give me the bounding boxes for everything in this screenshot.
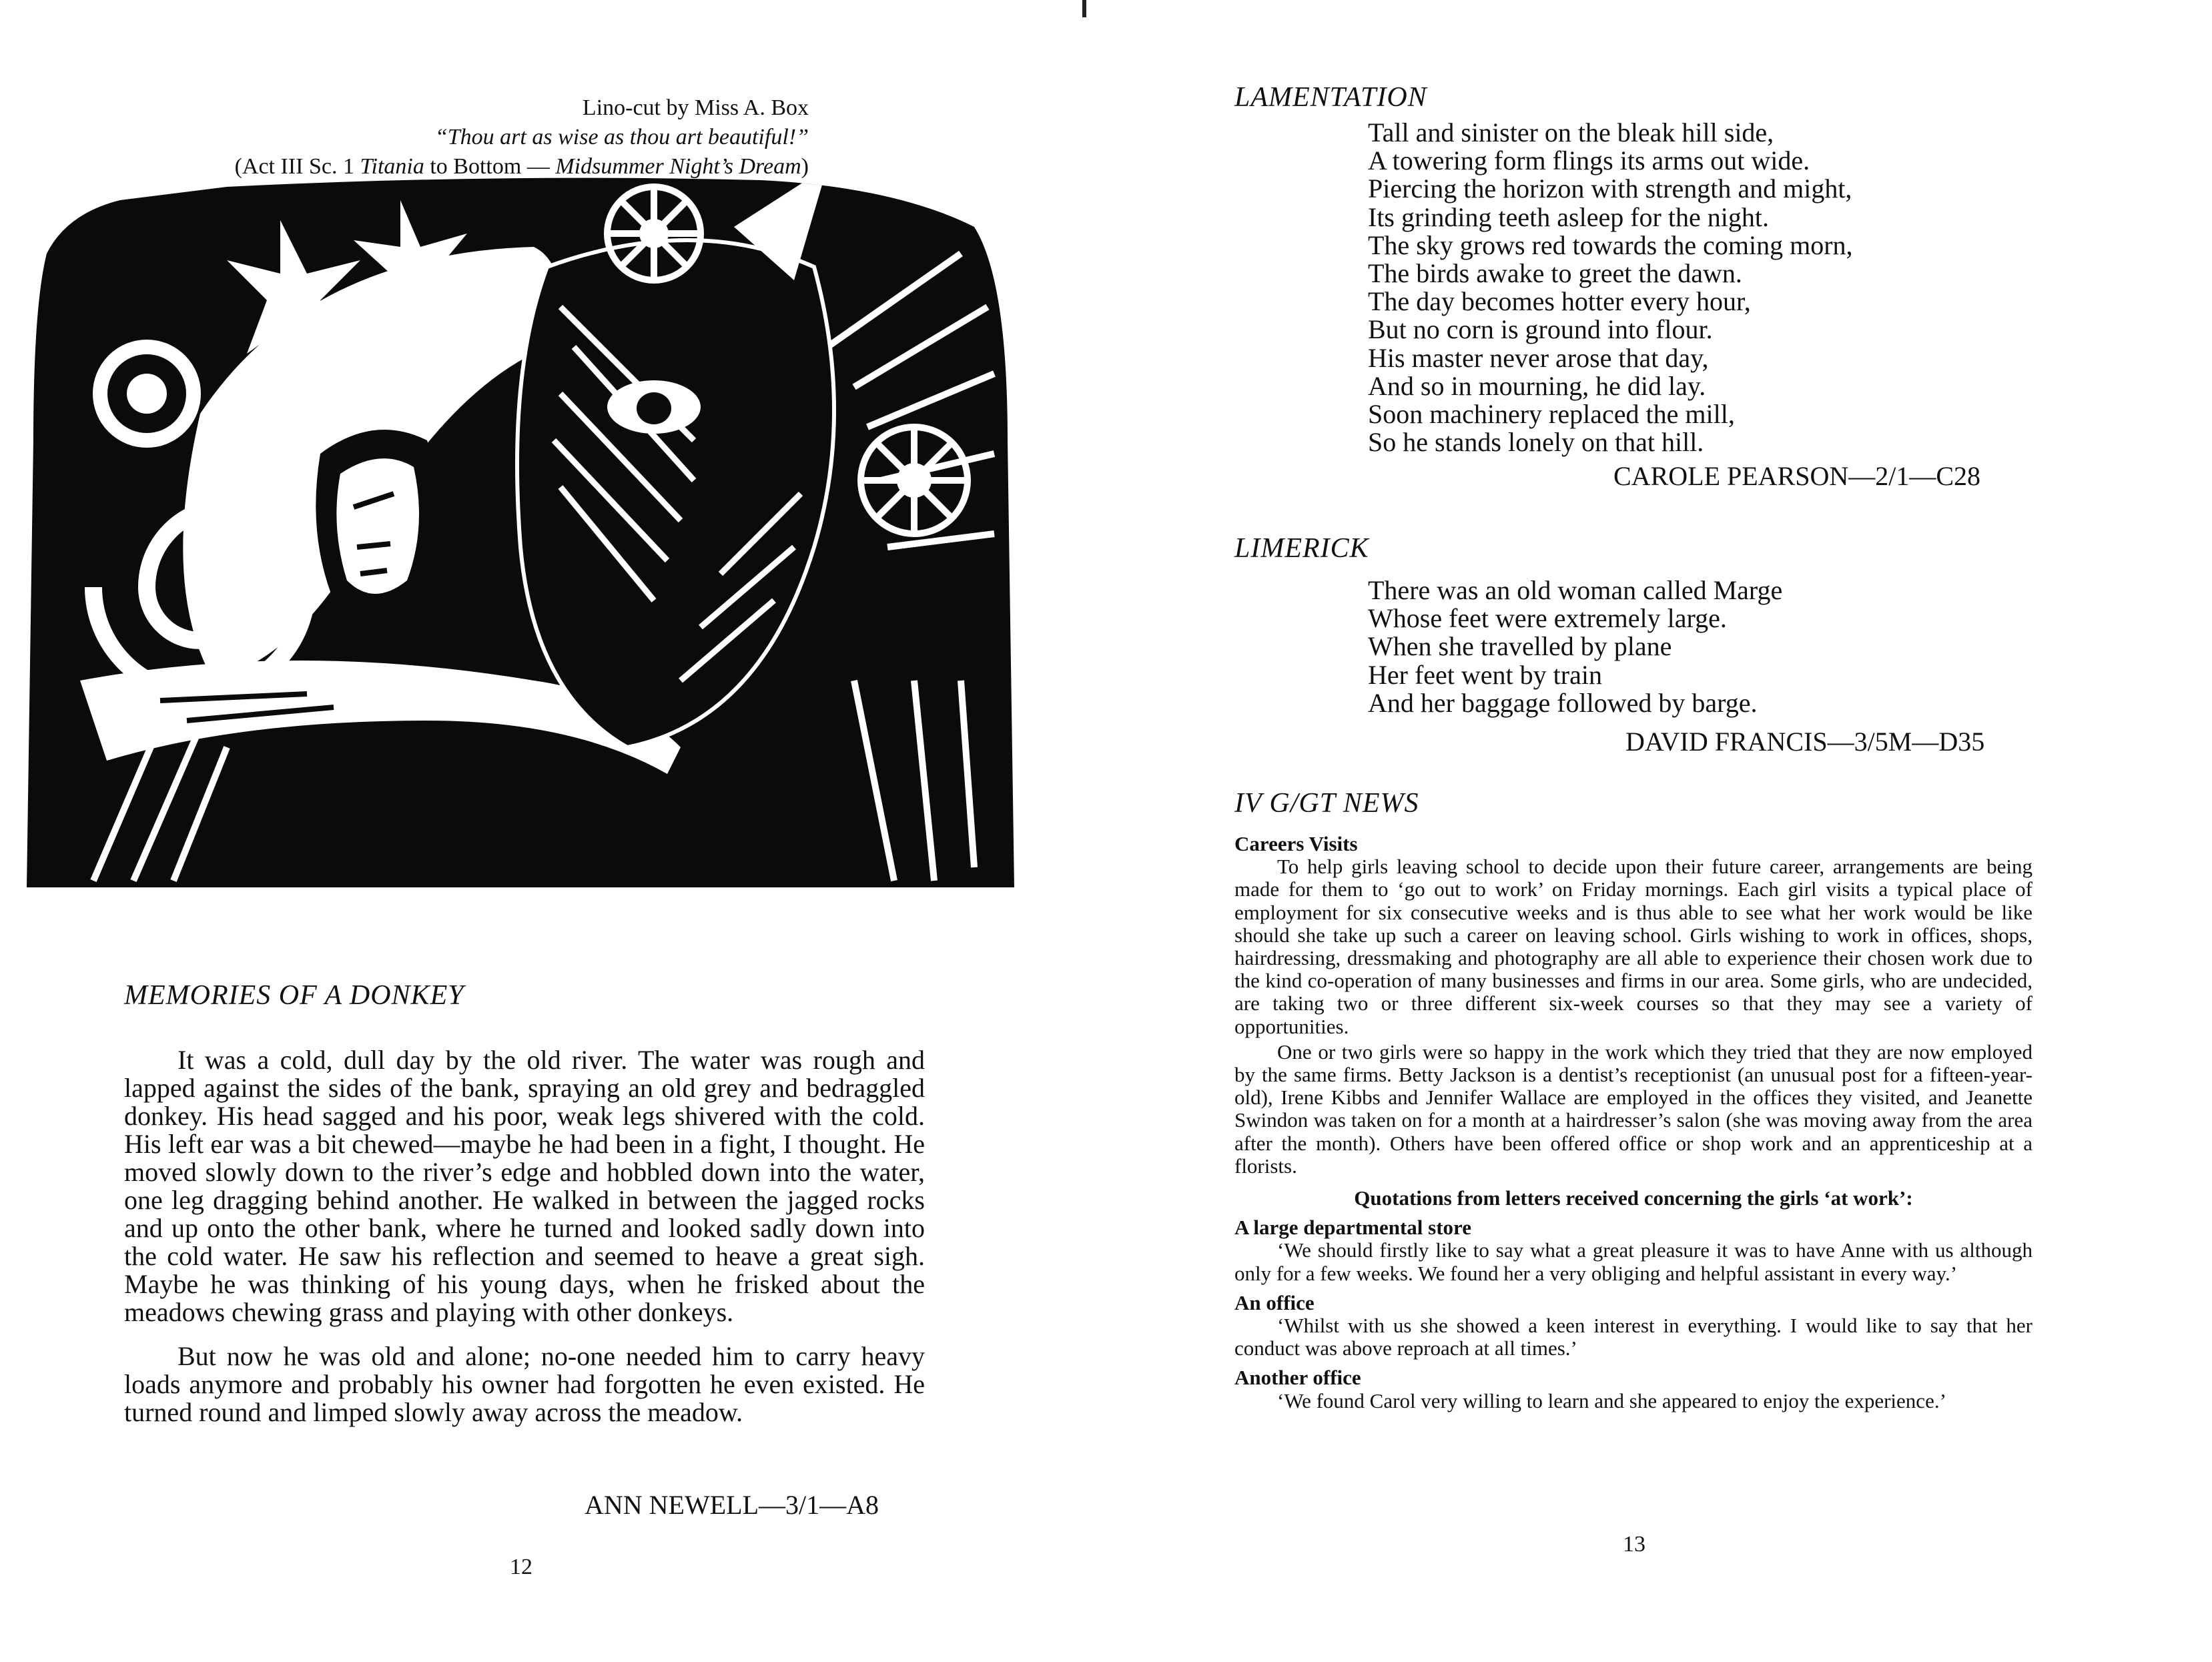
quote-text: ‘We should firstly like to say what a great pleasure it was to have Anne with us although only for a few weeks. We found her a very obliging and helpful assistant in every way.’ (1234, 1238, 2033, 1285)
lamentation-author: CAROLE PEARSON—2/1—C28 (1613, 461, 1981, 491)
story-paragraph: It was a cold, dull day by the old river. The water was rough and lapped against the sides of the bank, spraying an old grey and bedraggled donkey. His head sagged and his poor, weak legs shivered with the cold. His left ear was a bit chewed—maybe he had been in a fight, I thought. He moved slowly down to the river’s edge and hobbled down into the water, one leg dragging behind another. He walked in between the jagged rocks and up onto the other bank, where he turned and looked sadly down into the cold water. He saw his reflection and seemed to heave a great sigh. Maybe he was thinking of his young days, when he frisked about the meadows chewing grass and playing with other donkeys. (124, 1045, 925, 1327)
news-body (1234, 833, 2033, 1412)
careers-heading: Careers Visits (1234, 832, 1358, 855)
caption-credit: Lino-cut by Miss A. Box (582, 95, 809, 120)
page-number-right: 13 (1623, 1532, 1645, 1557)
poem-line: Tall and sinister on the bleak hill side, (1368, 117, 1774, 147)
poem-line: Whose feet were extremely large. (1368, 603, 1727, 634)
linocut-illustration (27, 173, 1014, 894)
limerick-author: DAVID FRANCIS—3/5M—D35 (1625, 727, 1985, 757)
quotations-heading: Quotations from letters received concerning the girls ‘at work’: (1354, 1186, 1913, 1210)
story-title: MEMORIES OF A DONKEY (124, 980, 464, 1011)
lamentation-title: LAMENTATION (1234, 82, 1427, 113)
quote-source: Another office (1234, 1366, 1361, 1390)
poem-line: Its grinding teeth asleep for the night. (1368, 201, 1769, 232)
poem-line: Her feet went by train (1368, 659, 1602, 690)
quote-source: An office (1234, 1290, 1315, 1314)
news-paragraph: One or two girls were so happy in the work which they tried that they are now employed by the same firms. Betty Jackson is a dentist’s receptionist (an unusual post for a fifteen-year-old), Irene Kibbs and Jennifer Wallace are employed in the offices they visited, and Jeanette Swindon was taken on for a month at a hairdresser’s salon (she was moving away from the area after the month). Others have been offered office or shop work and an apprenticeship at a florists. (1234, 1040, 2033, 1178)
poem-line: There was an old woman called Marge (1368, 575, 1783, 605)
limerick-title: LIMERICK (1234, 533, 1369, 564)
poem-line: And her baggage followed by barge. (1368, 687, 1758, 718)
poem-line: The birds awake to greet the dawn. (1368, 258, 1742, 289)
quote-text: ‘We found Carol very willing to learn and she appeared to enjoy the experience.’ (1277, 1388, 1946, 1412)
caption-source: (Act III Sc. 1 Titania to Bottom — Midsummer Night’s Dream) (234, 154, 809, 179)
poem-line: A towering form flings its arms out wide. (1368, 145, 1810, 176)
page-left (0, 0, 1094, 1662)
poem-line: But no corn is ground into flour. (1368, 314, 1713, 345)
news-title: IV G/GT NEWS (1234, 788, 1419, 819)
poem-line: Piercing the horizon with strength and might, (1368, 173, 1852, 204)
poem-line: His master never arose that day, (1368, 342, 1709, 373)
news-paragraph: To help girls leaving school to decide upon their future career, arrangements are being made for them to ‘go out to work’ on Friday mornings. Each girl visits a typical place of employment for six consecutive weeks and is thus able to see what her work would be like should she take up such a career on leaving school. Girls wishing to work in offices, shops, hairdressing, dressmaking and photography are all able to experience their chosen work due to the kind co-operation of many businesses and firms in our area. Some girls, who are undecided, are taking two or three different six-week courses so that they may see a variety of opportunities. (1234, 855, 2033, 1038)
poem-line: When she travelled by plane (1368, 631, 1672, 662)
poem-line: And so in mourning, he did lay. (1368, 370, 1706, 401)
poem-line: The sky grows red towards the coming morn, (1368, 230, 1853, 260)
limerick-lines (1368, 576, 1782, 717)
quote-text: ‘Whilst with us she showed a keen interest in everything. I would like to say that her conduct was above reproach at all times.’ (1234, 1314, 2033, 1360)
lamentation-lines (1368, 119, 1853, 456)
story-body (124, 1046, 925, 1442)
caption-quote: “Thou art as wise as thou art beautiful!” (434, 125, 809, 149)
linocut-caption (235, 93, 809, 181)
poem-line: Soon machinery replaced the mill, (1368, 399, 1735, 430)
story-author: ANN NEWELL—3/1—A8 (585, 1490, 879, 1520)
quote-source: A large departmental store (1234, 1216, 1471, 1240)
page-number-left: 12 (510, 1555, 532, 1579)
poem-line: The day becomes hotter every hour, (1368, 286, 1751, 317)
poem-line: So he stands lonely on that hill. (1368, 427, 1704, 458)
story-paragraph: But now he was old and alone; no-one needed him to carry heavy loads anymore and probably his owner had forgotten he even existed. He turned round and limped slowly away across the meadow. (124, 1341, 925, 1427)
